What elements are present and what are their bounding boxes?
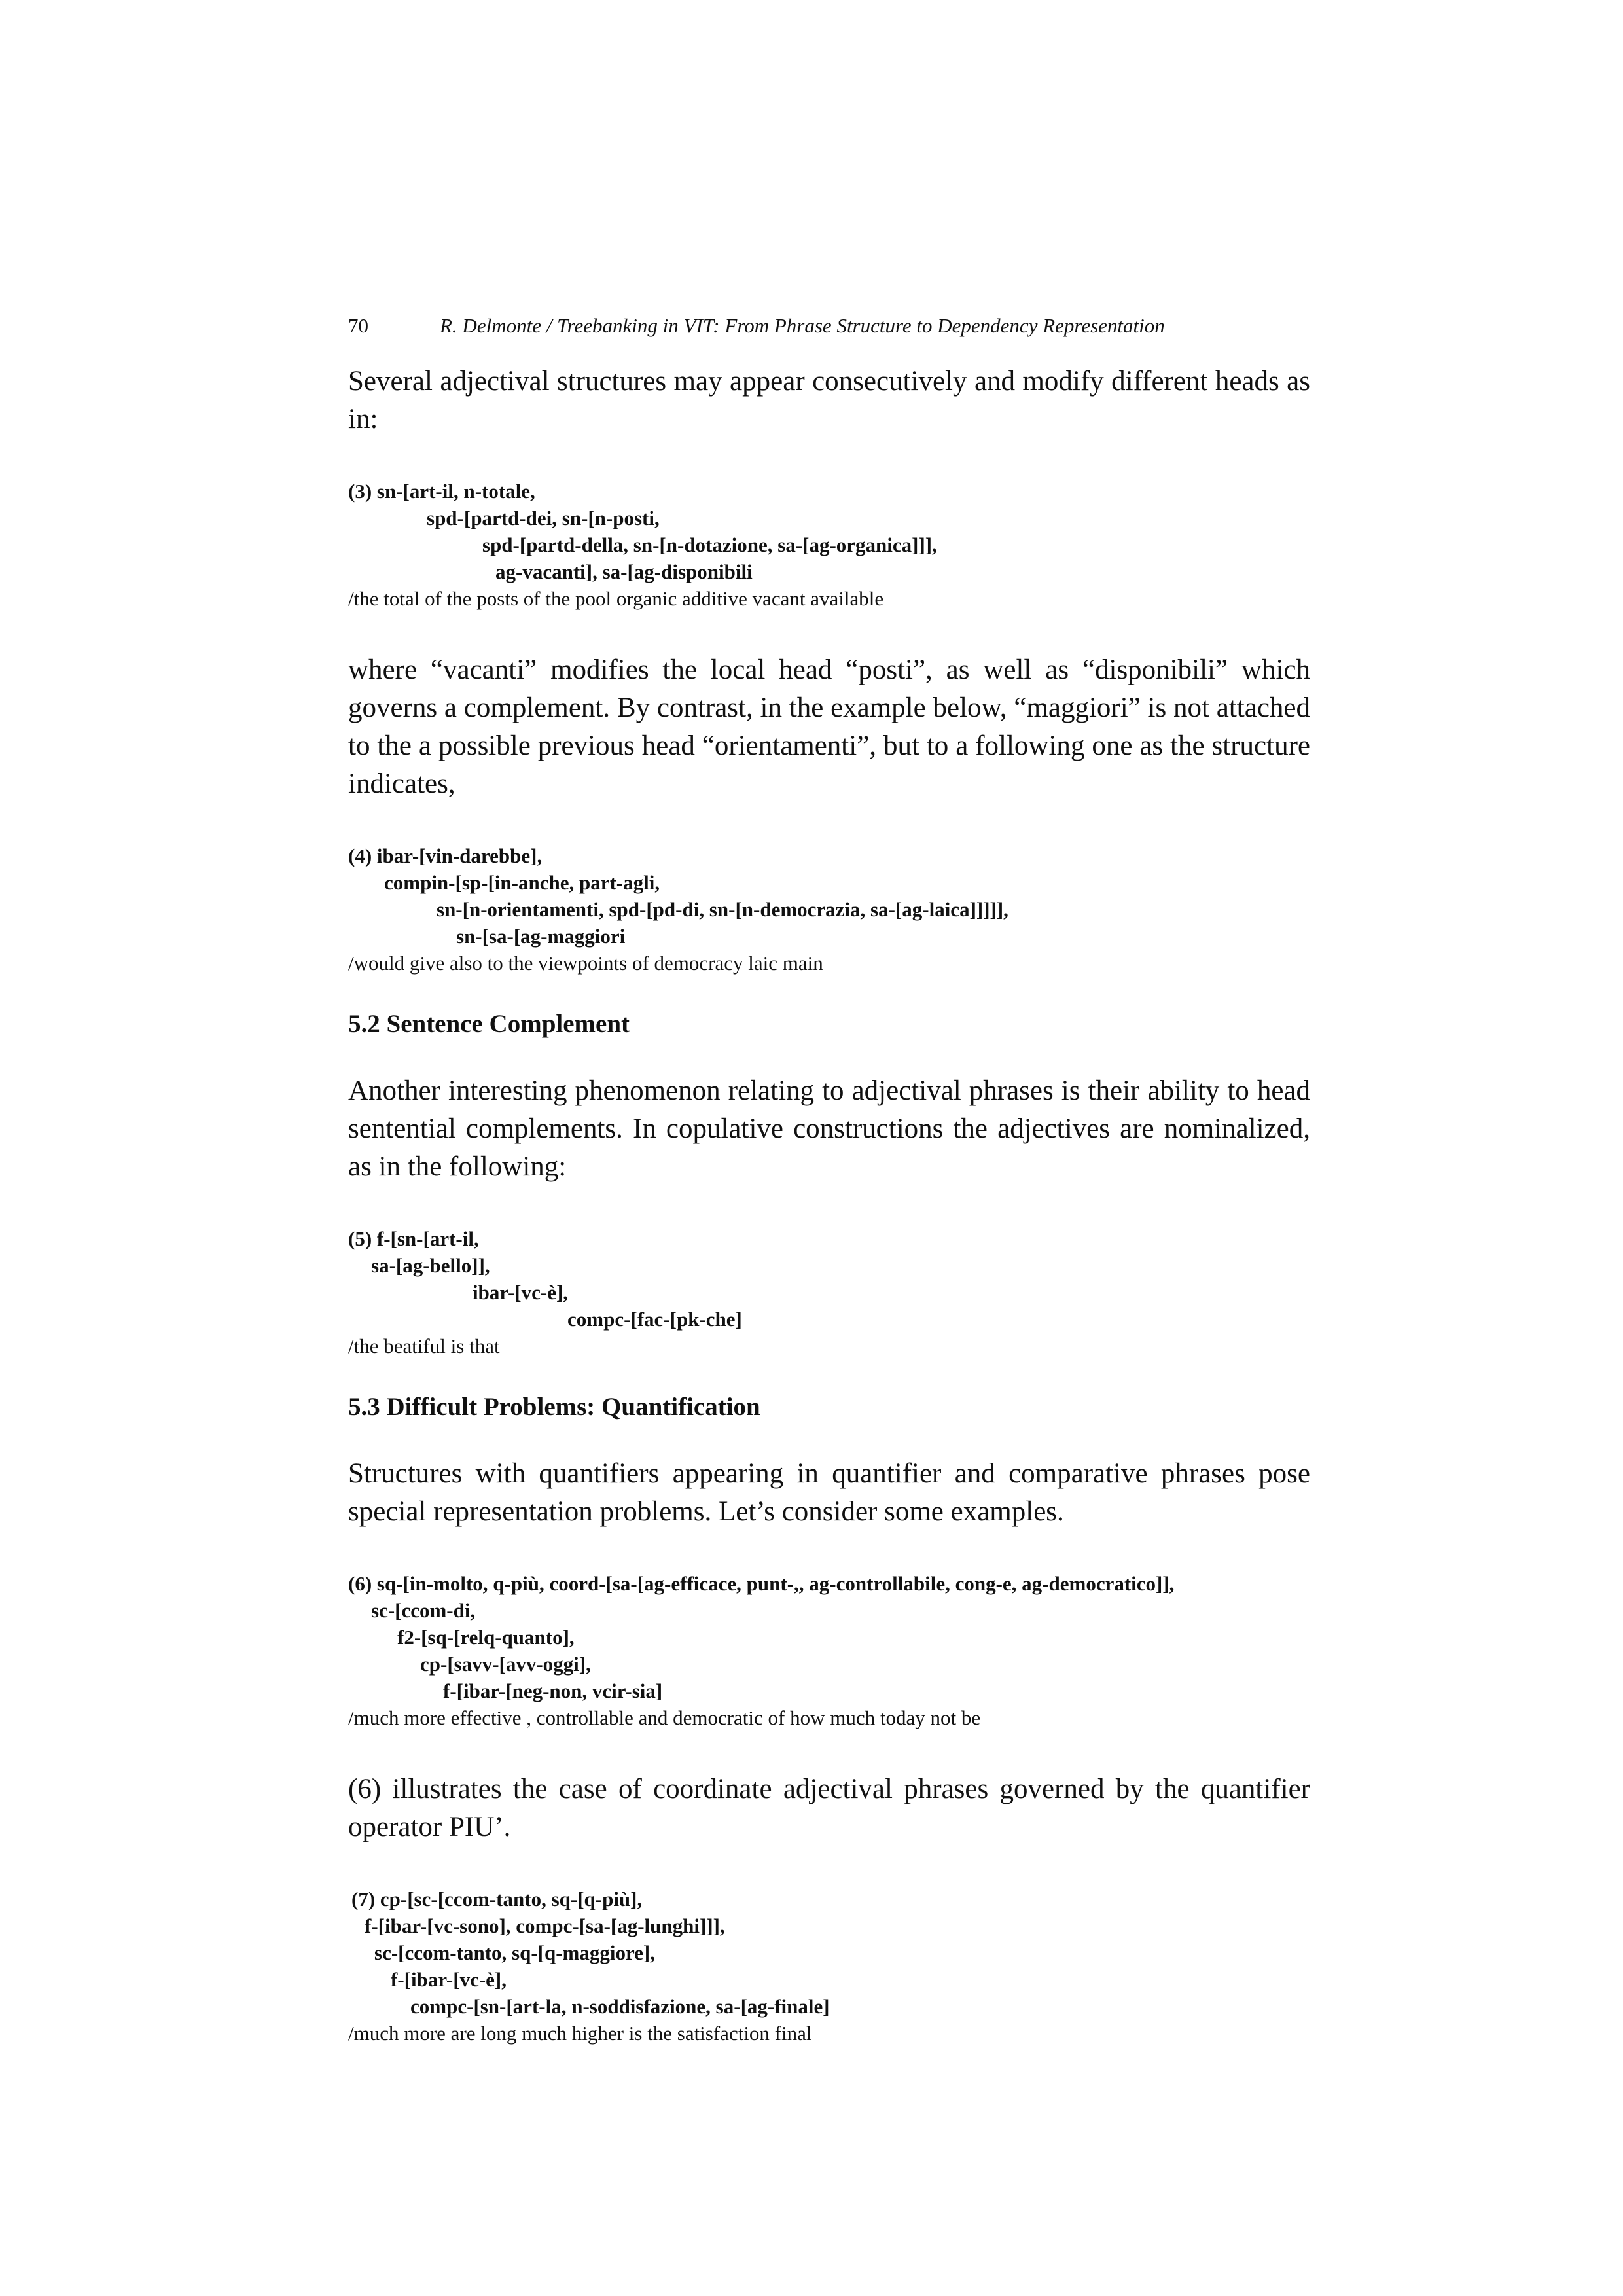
paragraph-vacanti: where “vacanti” modifies the local head “posti”, as well as “disponibili” which governs a complement. By contrast, in the example below, “maggiori” is not attached to the a possible previous head “orientamenti”, but to a following one as the structure indicates, <box>348 655 1310 799</box>
example-gloss: /the beatiful is that <box>348 1335 500 1357</box>
example-3 <box>348 478 1310 612</box>
example-line: sn-[sa-[ag-maggiori <box>456 925 626 948</box>
example-7 <box>348 1886 1310 2047</box>
example-line: (4) ibar-[vin-darebbe], <box>348 844 543 867</box>
page-header <box>348 308 1310 347</box>
example-gloss: /much more are long much higher is the satisfaction final <box>348 2022 812 2045</box>
example-line: (6) sq-[in-molto, q-più, coord-[sa-[ag-efficace, punt-,, ag-controllabile, cong-e, ag-democratico]], <box>348 1572 1175 1595</box>
example-line: (5) f-[sn-[art-il, <box>348 1227 479 1250</box>
example-line: f-[ibar-[vc-è], <box>391 1968 507 1991</box>
example-line: sc-[ccom-tanto, sq-[q-maggiore], <box>374 1941 656 1964</box>
example-line: cp-[savv-[avv-oggi], <box>420 1653 591 1676</box>
page-number: 70 <box>348 314 368 337</box>
example-line: ag-vacanti], sa-[ag-disponibili <box>495 560 753 583</box>
example-line: ibar-[vc-è], <box>473 1281 569 1304</box>
example-line: (7) cp-[sc-[ccom-tanto, sq-[q-più], <box>351 1888 643 1910</box>
paragraph-coordinate: (6) illustrates the case of coordinate adjectival phrases governed by the quantifier operator PIU’. <box>348 1774 1310 1842</box>
section-heading-5-2: 5.2 Sentence Complement <box>348 1010 630 1038</box>
paragraph-sentence-complement: Another interesting phenomenon relating to adjectival phrases is their ability to head sentential complements. In copulative constructions the adjectives are nominalized, as in the following: <box>348 1075 1310 1182</box>
example-line: (3) sn-[art-il, n-totale, <box>348 480 535 503</box>
example-line: compin-[sp-[in-anche, part-agli, <box>384 871 660 894</box>
example-line: f-[ibar-[neg-non, vcir-sia] <box>443 1679 663 1702</box>
example-line: sc-[ccom-di, <box>371 1599 476 1622</box>
paragraph-intro: Several adjectival structures may appear consecutively and modify different heads as in: <box>348 366 1310 435</box>
example-line: sn-[n-orientamenti, spd-[pd-di, sn-[n-democrazia, sa-[ag-laica]]]]], <box>437 898 1008 921</box>
example-line: spd-[partd-della, sn-[n-dotazione, sa-[ag-organica]]], <box>482 533 937 556</box>
example-5 <box>348 1225 1310 1359</box>
example-line: sa-[ag-bello]], <box>371 1254 490 1277</box>
example-line: f-[ibar-[vc-sono], compc-[sa-[ag-lunghi]]], <box>365 1914 725 1937</box>
example-gloss: /much more effective , controllable and democratic of how much today not be <box>348 1706 981 1729</box>
example-line: compc-[fac-[pk-che] <box>567 1308 742 1331</box>
page <box>348 308 1310 2047</box>
section-heading-5-3: 5.3 Difficult Problems: Quantification <box>348 1393 760 1421</box>
example-line: spd-[partd-dei, sn-[n-posti, <box>427 507 660 529</box>
example-4 <box>348 842 1310 977</box>
example-line: f2-[sq-[relq-quanto], <box>397 1626 575 1649</box>
example-6 <box>348 1570 1310 1731</box>
example-gloss: /would give also to the viewpoints of democracy laic main <box>348 952 823 975</box>
example-line: compc-[sn-[art-la, n-soddisfazione, sa-[ag-finale] <box>410 1995 830 2018</box>
example-gloss: /the total of the posts of the pool organic additive vacant available <box>348 587 884 610</box>
running-title: R. Delmonte / Treebanking in VIT: From Phrase Structure to Dependency Representation <box>440 314 1165 337</box>
paragraph-quantifiers: Structures with quantifiers appearing in quantifier and comparative phrases pose special representation problems. Let’s consider some examples. <box>348 1458 1310 1527</box>
